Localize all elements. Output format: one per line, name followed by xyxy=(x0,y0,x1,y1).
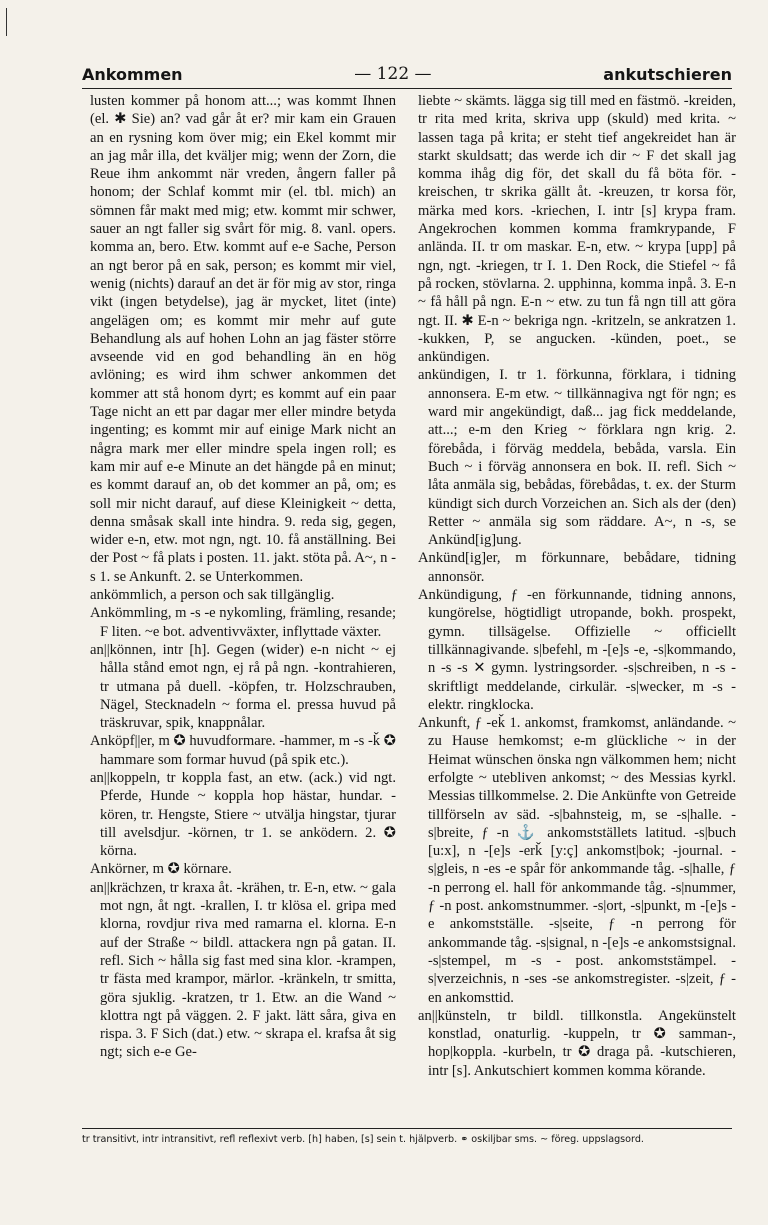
dictionary-entry: an||koppeln, tr koppla fast, an etw. (ack.) vid ngt. Pferde, Hunde ~ koppla hop hästar, hundar. -kören, tr. Hengste, Stiere ~ utvälja hingstar, tjurar till avelsdjur. -körnen, tr 1. se anködern. 2. ✪ körna. xyxy=(90,769,396,860)
dictionary-entry: Ankündigung, ƒ -en förkunnande, tidning annons, kungörelse, högtidligt utropande, bokh. prospekt, gymn. tillsägelse. Offizielle ~ officiellt tillkännagivande. s|befehl, m -[e]s -e, -s|kommando, n -s -s ✕ gymn. lystringsorder. -s|schreiben, n -s - skriftligt meddelande, cirkulär. -s|wecker, m -s - elektr. ringklocka. xyxy=(418,587,736,713)
header-last-word: ankutschieren xyxy=(603,64,732,84)
dictionary-entry: an||künsteln, tr bildl. tillkonstla. Angekünstelt konstlad, onaturlig. -kuppeln, tr ✪ samman-, hop|koppla. -kurbeln, tr ✪ draga på. -kutschieren, intr [s]. Ankutschiert kommen komma körande. xyxy=(418,1007,736,1079)
dictionary-entry: Ankunft, ƒ -eǩ 1. ankomst, framkomst, anländande. ~ zu Hause hemkomst; e-m glückliche ~ in der Heimat wünschen önska ngn välkommen hem; nicht erfolgte ~ utebliven ankomst; ~ des Messias kyrkl. Messias tillkommelse. 2. Die Ankünfte von Getreide tillförseln av säd. -s|bahnsteig, m, se -s|halle. -s|breite, ƒ -n ⚓ ankomstställets latitud. -s|buch [u:x], n -[e]s -erǩ [y:ç] ankomst|bok; -journal. -s|gleis, n -es -e spår för ankommande tåg. -s|halle, ƒ -n perrong el. hall för ankommande tåg. -s|nummer, ƒ -n post. ankomstnummer. -s|ort, -s|punkt, m -[e]s -e ankomstställe. -s|seite, ƒ -n perrong för ankommande tåg. -s|signal, n -[e]s -e ankomstsignal. -s|stempel, m -s - post. ankomststämpel. -s|verzeichnis, n -ses -se ankomstregister. -s|zeit, ƒ -en ankomsttid. xyxy=(418,715,736,1006)
entry-continuation: lusten kommer på honom att...; was kommt Ihnen (el. ✱ Sie) an? vad går åt er? mir kam ein Grauen an en rysning kom över mig; ein Ekel kommt mir an jag mår illa, det kväljer mig; wenn der Zorn, die Reue ihm ankommt när vreden, ångern faller på honom; der Schlaf kommt mir (el. tbl. mich) an sömnen får makt med mig; etw. kommt mir schwer, sauer an ngt faller sig svårt för mig. 8. vanl. opers. komma an, bero. Etw. kommt auf e-e Sache, Person an ngt beror på en sak, person; es kommt mir viel, wenig (nichts) darauf an det är för mig av stor, ringa vikt (ingen betydelse), jag är mycket, litet (inte) angelägen om; es kommt mir mehr auf gute Behandlung als auf hohen Lohn an jag fäster större avseende vid en god behandling än en hög avlöning; es wird ihm schwer ankommen det kommer att stå honom dyrt; es kommt auf ein paar Tage nicht an ett par dagar mer eller mindre betyda ingenting; es kommt mir auf einige Mark nicht an några mark mer eller mindre spela ingen roll; es kam mir auf e-e Minute an det hängde på en minut; es kommt darauf an, ob det kommer an på, om; es soll mir nicht darauf, auf diese Kleinigkeit ~ detta, denna småsak skall inte hindra. 9. reda sig, gegen, wider e-n, etw. mot ngn, ngt. 10. få anställning. Bei der Post ~ få plats i posten. 11. jakt. stöta på. A~, n -s 1. se Ankunft. 2. se Unterkommen. xyxy=(90,93,396,585)
abbreviation-key: tr transitivt, intr intransitivt, refl reflexivt verb. [h] haben, [s] sein t. hjälpverb. ⚭ oskiljbar sms. ~ föreg. uppslagsord. xyxy=(82,1134,644,1145)
dictionary-entry: Ankünd[ig]er, m förkunnare, bebådare, tidning annonsör. xyxy=(418,550,736,585)
left-column xyxy=(90,92,396,1122)
page-number: — 122 — xyxy=(354,64,432,84)
header-rule xyxy=(82,88,732,89)
dictionary-entry: an||können, intr [h]. Gegen (wider) e-n nicht ~ ej hålla stånd emot ngn, ej rå på ngn. -kontrahieren, tr utmana på duell. -köpfen, tr. Holzschrauben, Nägel, Stecknadeln ~ forma el. pressa huvud på träskruvar, spik, knappnålar. xyxy=(90,641,396,732)
footer-rule xyxy=(82,1128,732,1129)
page-header xyxy=(82,60,732,88)
dictionary-entry: Anköpf||er, m ✪ huvudformare. -hammer, m -s -ǩ ✪ hammare som formar huvud (på spik etc.). xyxy=(90,733,396,768)
dictionary-entry: ankömmlich, a person och sak tillgänglig. xyxy=(90,587,335,604)
dictionary-entry: Ankömmling, m -s -e nykomling, främling, resande; F liten. ~e bot. adventivväxter, inflyttade växter. xyxy=(90,605,396,640)
header-first-word: Ankommen xyxy=(82,64,183,84)
dictionary-entry: Ankörner, m ✪ körnare. xyxy=(90,861,232,878)
dictionary-entry: ankündigen, I. tr 1. förkunna, förklara, i tidning annonsera. E-m etw. ~ tillkännagiva ngt för ngn; es ward mir angekündigt, daß... jag fick meddelande, att...; e-m den Krieg ~ förklara ngn krig. 2. förebåda, i förväg meddela, bebåda, varsla. Ein Buch ~ i förväg annonsera en bok. II. refl. Sich ~ låta anmäla sig, bebådas, förebådas, t. ex. der Sturm kündigt sich durch Vorzeichen an. Sich als der (den) Retter ~ anmäla sig som räddare. A~, n -s, se Ankünd[ig]ung. xyxy=(418,367,736,549)
page-edge-mark xyxy=(6,8,7,36)
dictionary-entry: an||krächzen, tr kraxa åt. -krähen, tr. E-n, etw. ~ gala mot ngn, åt ngt. -krallen, I. tr klösa el. gripa med klorna, rovdjur riva med ramarna el. klorna. E-n auf der Straße ~ bildl. attackera ngn på gatan. II. refl. Sich ~ hålla sig fast med sina klor. -krampen, tr fästa med krampor, märlor. -kränkeln, tr smitta, göra sjuklig. -kratzen, tr 1. Etw. an die Wand ~ klottra ngt på väggen. 2. F jakt. lätt såra, giva en rispa. 3. F Sich (dat.) etw. ~ skrapa el. krafsa åt sig ngt; sich e-e Ge- xyxy=(90,879,396,1061)
entry-continuation: liebte ~ skämts. lägga sig till med en fästmö. -kreiden, tr rita med krita, skriva upp (skuld) med krita. ~ lassen taga på krita; er steht tief angekreidet han är starkt skuldsatt; das werde ich dir ~ F det skall jag komma ihåg dig för, det skall du få böta för. -kreischen, tr skrika gällt åt. -kreuzen, tr korsa för, märka med kors. -kriechen, I. intr [s] krypa fram. Angekrochen kommen komma framkrypande, F anlända. II. tr om maskar. E-n, etw. ~ krypa [upp] på ngn, ngt. -kriegen, tr I. 1. Den Rock, die Stiefel ~ få på rocken, stövlarna. 2. upphinna, komma inpå. 3. E-n ~ få håll på ngn. E-n ~ etw. zu tun få ngn till att göra ngt. II. ✱ E-n ~ bekriga ngn. -kritzeln, se ankratzen 1. -kukken, P, se angucken. -künden, poet., se ankündigen. xyxy=(418,93,736,366)
right-column xyxy=(418,92,736,1122)
